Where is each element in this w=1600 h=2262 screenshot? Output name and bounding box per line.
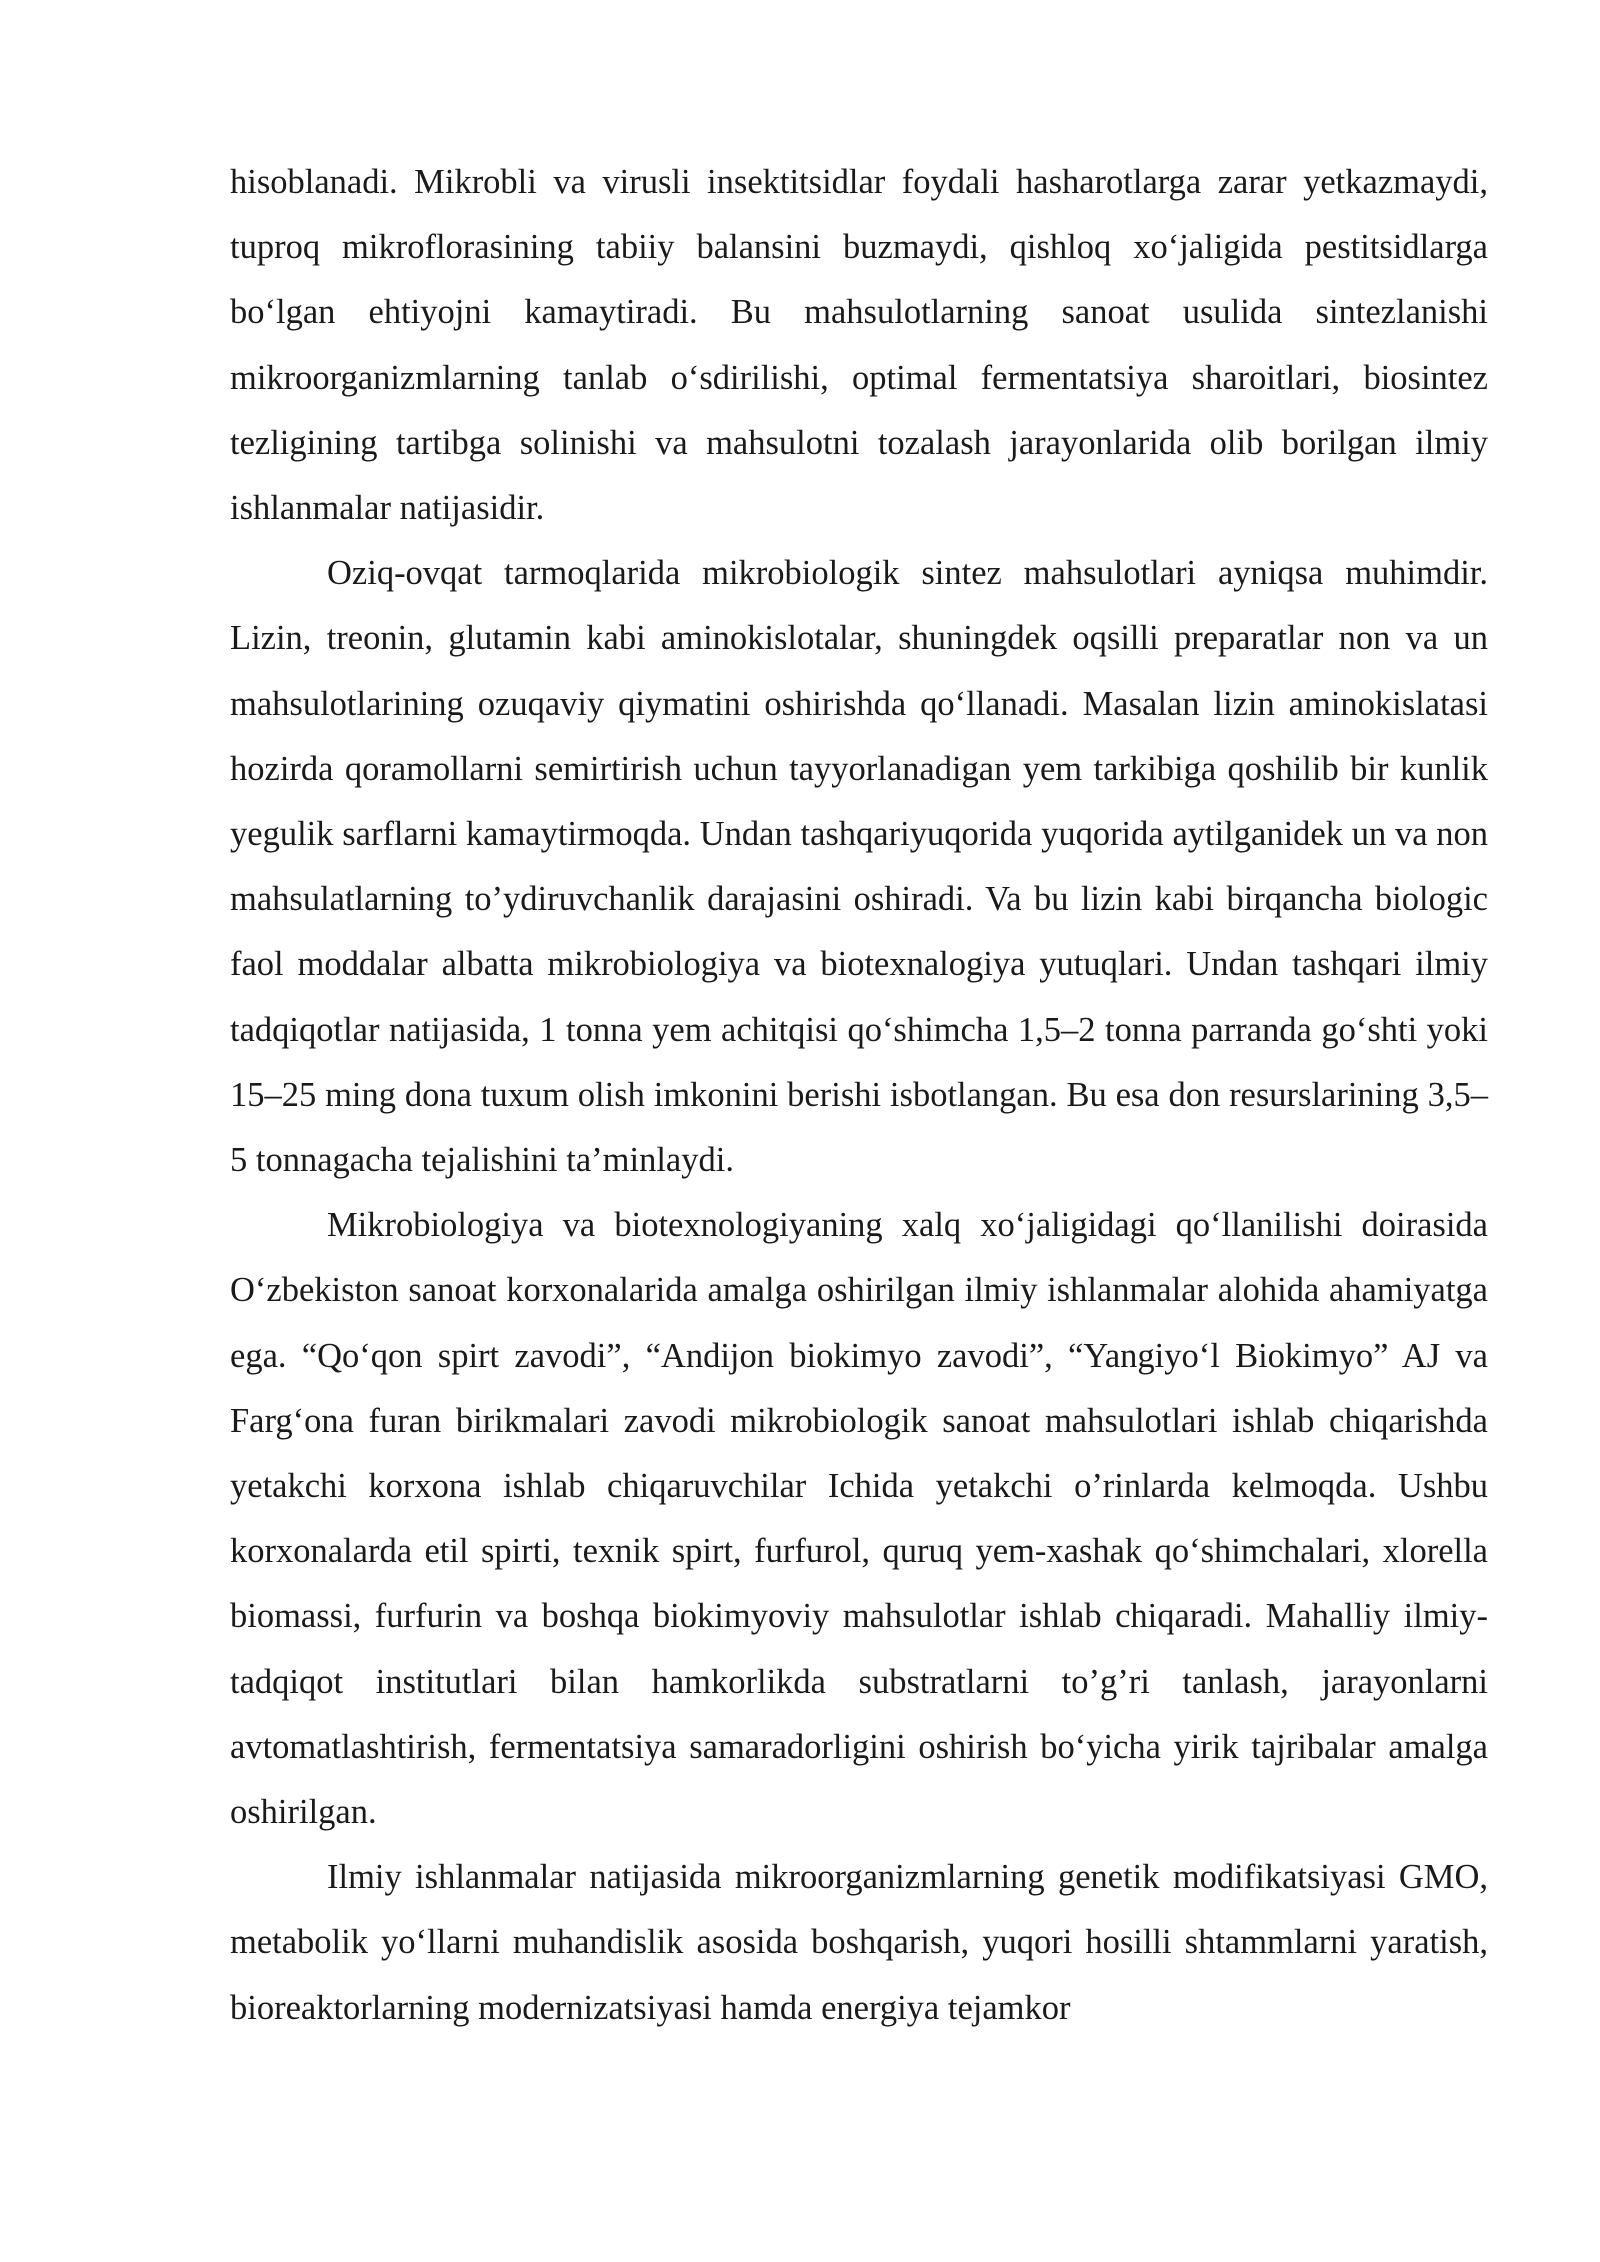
paragraph-2: Oziq-ovqat tarmoqlarida mikrobiologik sintez mahsulotlari ayniqsa muhimdir. Lizin, treonin, glutamin kabi aminokislotalar, shuningdek oqsilli preparatlar non va un mahsulotlarining ozuqaviy qiymatini oshirishda qo‘llanadi. Masalan lizin aminokislatasi hozirda qoramollarni semirtirish uchun tayyorlanadigan yem tarkibiga qoshilib bir kunlik yegulik sarflarni kamaytirmoqda. Undan tashqariyuqorida yuqorida aytilganidek un va non mahsulatlarning to’ydiruvchanlik darajasini oshiradi. Va bu lizin kabi birqancha biologic faol moddalar albatta mikrobiologiya va biotexnalogiya yutuqlari. Undan tashqari ilmiy tadqiqotlar natijasida, 1 tonna yem achitqisi qo‘shimcha 1,5–2 tonna parranda go‘shti yoki 15–25 ming dona tuxum olish imkonini berishi isbotlangan. Bu esa don resurslarining 3,5–5 tonnagacha tejalishini ta’minlaydi. [230,554,1488,1180]
paragraph-4: Ilmiy ishlanmalar natijasida mikroorganizmlarning genetik modifikatsiyasi GMO, metabolik yo‘llarni muhandislik asosida boshqarish, yuqori hosilli shtammlarni yaratish, bioreaktorlarning modernizatsiyasi hamda energiya tejamkor [230,1858,1488,2027]
document-body [230,150,1488,2041]
paragraph-1: hisoblanadi. Mikrobli va virusli insektitsidlar foydali hasharotlarga zarar yetkazmaydi, tuproq mikroflorasining tabiiy balansini buzmaydi, qishloq xo‘jaligida pestitsidlarga bo‘lgan ehtiyojni kamaytiradi. Bu mahsulotlarning sanoat usulida sintezlanishi mikroorganizmlarning tanlab o‘sdirilishi, optimal fermentatsiya sharoitlari, biosintez tezligining tartibga solinishi va mahsulotni tozalash jarayonlarida olib borilgan ilmiy ishlanmalar natijasidir. [230,163,1488,528]
paragraph-3: Mikrobiologiya va biotexnologiyaning xalq xo‘jaligidagi qo‘llanilishi doirasida O‘zbekiston sanoat korxonalarida amalga oshirilgan ilmiy ishlanmalar alohida ahamiyatga ega. “Qo‘qon spirt zavodi”, “Andijon biokimyo zavodi”, “Yangiyo‘l Biokimyo” AJ va Farg‘ona furan birikmalari zavodi mikrobiologik sanoat mahsulotlari ishlab chiqarishda yetakchi korxona ishlab chiqaruvchilar Ichida yetakchi o’rinlarda kelmoqda. Ushbu korxonalarda etil spirti, texnik spirt, furfurol, quruq yem-xashak qo‘shimchalari, xlorella biomassi, furfurin va boshqa biokimyoviy mahsulotlar ishlab chiqaradi. Mahalliy ilmiy-tadqiqot institutlari bilan hamkorlikda substratlarni to’g’ri tanlash, jarayonlarni avtomatlashtirish, fermentatsiya samaradorligini oshirish bo‘yicha yirik tajribalar amalga oshirilgan. [230,1206,1488,1832]
